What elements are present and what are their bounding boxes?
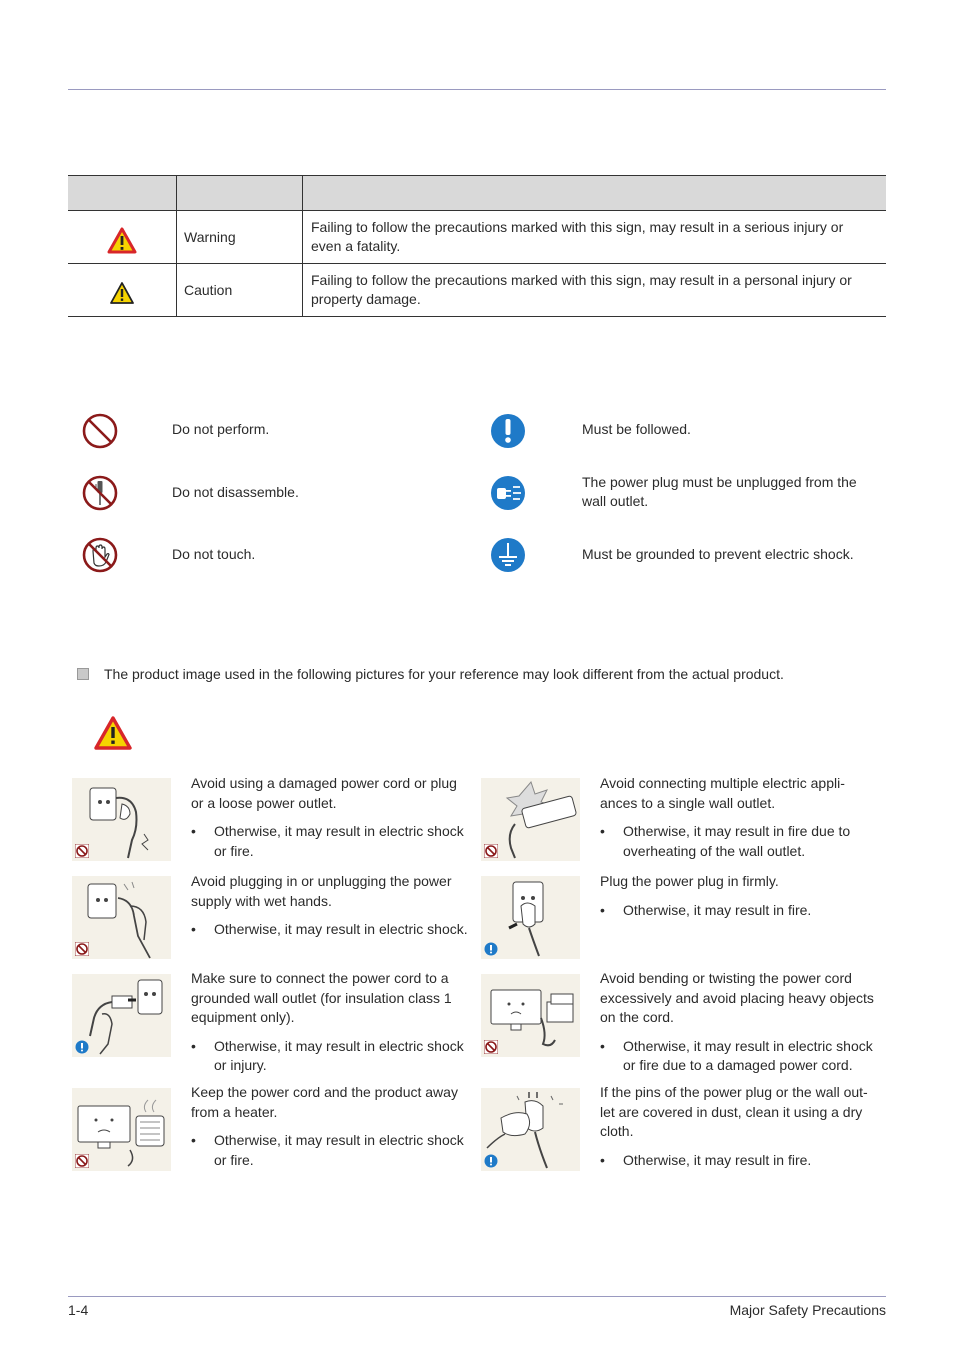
item-main-text: Make sure to connect the power cord to a grounded wall outlet (for insulation class 1 equipment only).: [191, 970, 452, 1025]
sign-table: [68, 175, 886, 317]
header-cell-icon: [68, 176, 177, 211]
item-multiple-appliances: [600, 774, 882, 861]
item-damaged-cord: [191, 774, 473, 861]
note-text: The product image used in the following pictures for your reference may look different from the actual product.: [104, 666, 784, 682]
item-bullet-text: • Otherwise, it may result in electric shock.: [191, 920, 473, 940]
prohibited-badge-icon: [75, 942, 89, 956]
unplug-icon: [490, 475, 526, 511]
illustration-bent-cord: [481, 974, 580, 1057]
item-bent-cord: [600, 969, 882, 1076]
caution-triangle-icon: [109, 281, 135, 305]
warning-sign-cell: [68, 211, 177, 264]
no-touch-icon: [82, 537, 118, 573]
prohibited-badge-icon: [484, 1040, 498, 1054]
illustration-multiple-appliances: [481, 778, 580, 861]
sign-description: Failing to follow the precautions marked with this sign, may result in a personal injury or property damage.: [303, 264, 887, 317]
top-rule: [68, 89, 886, 90]
sign-row-caution: [68, 264, 886, 317]
sign-label: Warning: [177, 211, 303, 264]
mandatory-icon: [490, 413, 526, 449]
illustration-dusty-pins: [481, 1088, 580, 1171]
header-cell-description: [303, 176, 887, 211]
item-heater: [191, 1083, 473, 1170]
caution-sign-cell: [68, 264, 177, 317]
item-bullet-text: • Otherwise, it may result in fire.: [600, 1151, 882, 1171]
item-plug-firmly: [600, 872, 882, 920]
sign-description: Failing to follow the precautions marked with this sign, may result in a serious injury or even a fatality.: [303, 211, 887, 264]
prohibited-badge-icon: [75, 1154, 89, 1168]
item-main-text: If the pins of the power plug or the wall out-let are covered in dust, clean it using a dry cloth.: [600, 1084, 868, 1139]
warning-section-icon: [94, 716, 132, 750]
symbol-text-do-not-touch: Do not touch.: [172, 546, 256, 562]
prohibited-icon: [82, 413, 118, 449]
prohibited-badge-icon: [75, 844, 89, 858]
item-main-text: Avoid plugging in or unplugging the power supply with wet hands.: [191, 873, 452, 909]
item-bullet-text: • Otherwise, it may result in electric shock or fire.: [191, 822, 473, 861]
note-icon: [77, 668, 89, 680]
no-disassemble-icon: [82, 475, 118, 511]
symbol-text-unplug: The power plug must be unplugged from the wall outlet.: [582, 474, 857, 509]
item-main-text: Avoid using a damaged power cord or plug or a loose power outlet.: [191, 775, 457, 811]
symbol-text-ground: Must be grounded to prevent electric shock.: [582, 546, 854, 562]
item-dusty-pins: [600, 1083, 882, 1170]
item-bullet-text: • Otherwise, it may result in electric shock or fire due to a damaged power cord.: [600, 1037, 882, 1076]
item-main-text: Plug the power plug in firmly.: [600, 873, 779, 889]
illustration-plug-firmly: [481, 876, 580, 959]
item-main-text: Avoid bending or twisting the power cord excessively and avoid placing heavy objects on the cord.: [600, 970, 874, 1025]
item-grounded-outlet: [191, 969, 473, 1076]
mandatory-badge-icon: [75, 1040, 89, 1054]
symbol-text-do-not-perform: Do not perform.: [172, 421, 270, 437]
symbol-text-do-not-disassemble: Do not disassemble.: [172, 484, 299, 500]
illustration-grounded-outlet: [72, 974, 171, 1057]
ground-icon: [490, 537, 526, 573]
mandatory-badge-icon: [484, 1154, 498, 1168]
illustration-heater: [72, 1088, 171, 1171]
bottom-rule: [68, 1296, 886, 1297]
section-title: Major Safety Precautions: [729, 1302, 886, 1318]
warning-triangle-icon: [107, 227, 137, 254]
item-bullet-text: • Otherwise, it may result in electric shock or injury.: [191, 1037, 473, 1076]
header-cell-label: [177, 176, 303, 211]
item-bullet-text: • Otherwise, it may result in electric shock or fire.: [191, 1131, 473, 1170]
sign-row-warning: [68, 211, 886, 264]
illustration-damaged-cord: [72, 778, 171, 861]
item-bullet-text: • Otherwise, it may result in fire due to overheating of the wall outlet.: [600, 822, 882, 861]
mandatory-badge-icon: [484, 942, 498, 956]
item-main-text: Keep the power cord and the product away from a heater.: [191, 1084, 458, 1120]
sign-table-header: [68, 176, 886, 211]
item-wet-hands: [191, 872, 473, 940]
symbol-text-must-follow: Must be followed.: [582, 421, 691, 437]
sign-label: Caution: [177, 264, 303, 317]
item-bullet-text: • Otherwise, it may result in fire.: [600, 901, 882, 921]
item-main-text: Avoid connecting multiple electric appli-ances to a single wall outlet.: [600, 775, 845, 811]
illustration-wet-hands: [72, 876, 171, 959]
page-number: 1-4: [68, 1302, 89, 1318]
prohibited-badge-icon: [484, 844, 498, 858]
